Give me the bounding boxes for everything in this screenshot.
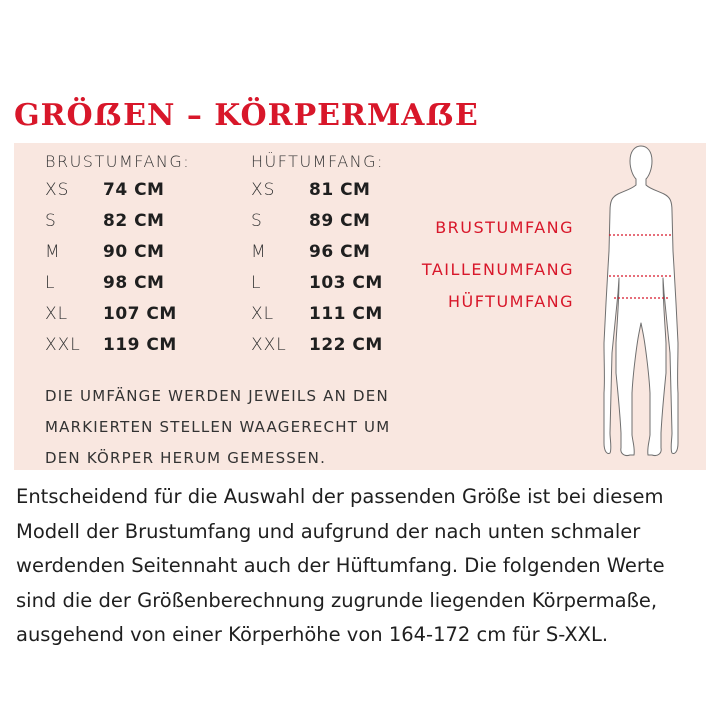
hip-size-label: XL bbox=[251, 304, 275, 324]
chest-size-label: S bbox=[45, 211, 57, 231]
hip-column-header: HÜFTUMFANG: bbox=[251, 152, 384, 171]
size-chart-panel bbox=[14, 143, 706, 470]
paragraph-line: Entscheidend für die Auswahl der passenden Größe ist bei diesem bbox=[16, 485, 664, 508]
chest-size-label: XXL bbox=[45, 335, 81, 355]
hip-size-label: XXL bbox=[251, 335, 287, 355]
hip-size-label: L bbox=[251, 273, 262, 293]
chest-size-value: 107 CM bbox=[103, 304, 177, 324]
measurement-note-line: MARKIERTEN STELLEN WAAGERECHT UM bbox=[45, 418, 391, 436]
chest-size-value: 98 CM bbox=[103, 273, 165, 293]
page-title: GRÖẞEN – KÖRPERMAẞE bbox=[14, 98, 479, 133]
chest-size-value: 74 CM bbox=[103, 180, 165, 200]
hip-size-value: 81 CM bbox=[309, 180, 371, 200]
chest-size-label: L bbox=[45, 273, 56, 293]
hip-size-value: 122 CM bbox=[309, 335, 383, 355]
measurement-note-line: DEN KÖRPER HERUM GEMESSEN. bbox=[45, 449, 327, 467]
chest-column-header: BRUSTUMFANG: bbox=[45, 152, 191, 171]
hip-size-label: XS bbox=[251, 180, 276, 200]
chest-size-label: XL bbox=[45, 304, 69, 324]
size-description-paragraph bbox=[16, 480, 706, 653]
body-silhouette-icon bbox=[586, 143, 696, 470]
chest-size-value: 82 CM bbox=[103, 211, 165, 231]
hip-size-value: 96 CM bbox=[309, 242, 371, 262]
paragraph-line: ausgehend von einer Körperhöhe von 164-172 cm für S-XXL. bbox=[16, 623, 609, 646]
hip-size-value: 103 CM bbox=[309, 273, 383, 293]
waist-measure-label: TAILLENUMFANG bbox=[421, 260, 574, 279]
chest-size-label: M bbox=[45, 242, 61, 262]
hip-size-value: 111 CM bbox=[309, 304, 383, 324]
paragraph-line: werdenden Seitennaht auch der Hüftumfang. Die folgenden Werte bbox=[16, 554, 665, 577]
paragraph-line: sind die der Größenberechnung zugrunde liegenden Körpermaße, bbox=[16, 588, 658, 612]
hip-measure-label: HÜFTUMFANG bbox=[448, 292, 574, 311]
paragraph-line: Modell der Brustumfang und aufgrund der nach unten schmaler bbox=[16, 519, 641, 543]
chest-size-value: 119 CM bbox=[103, 335, 177, 355]
measurement-note-line: DIE UMFÄNGE WERDEN JEWEILS AN DEN bbox=[45, 387, 389, 405]
hip-size-label: M bbox=[251, 242, 267, 262]
hip-size-label: S bbox=[251, 211, 263, 231]
chest-size-value: 90 CM bbox=[103, 242, 165, 262]
chest-measure-label: BRUSTUMFANG bbox=[435, 218, 574, 237]
chest-size-label: XS bbox=[45, 180, 70, 200]
hip-size-value: 89 CM bbox=[309, 211, 371, 231]
